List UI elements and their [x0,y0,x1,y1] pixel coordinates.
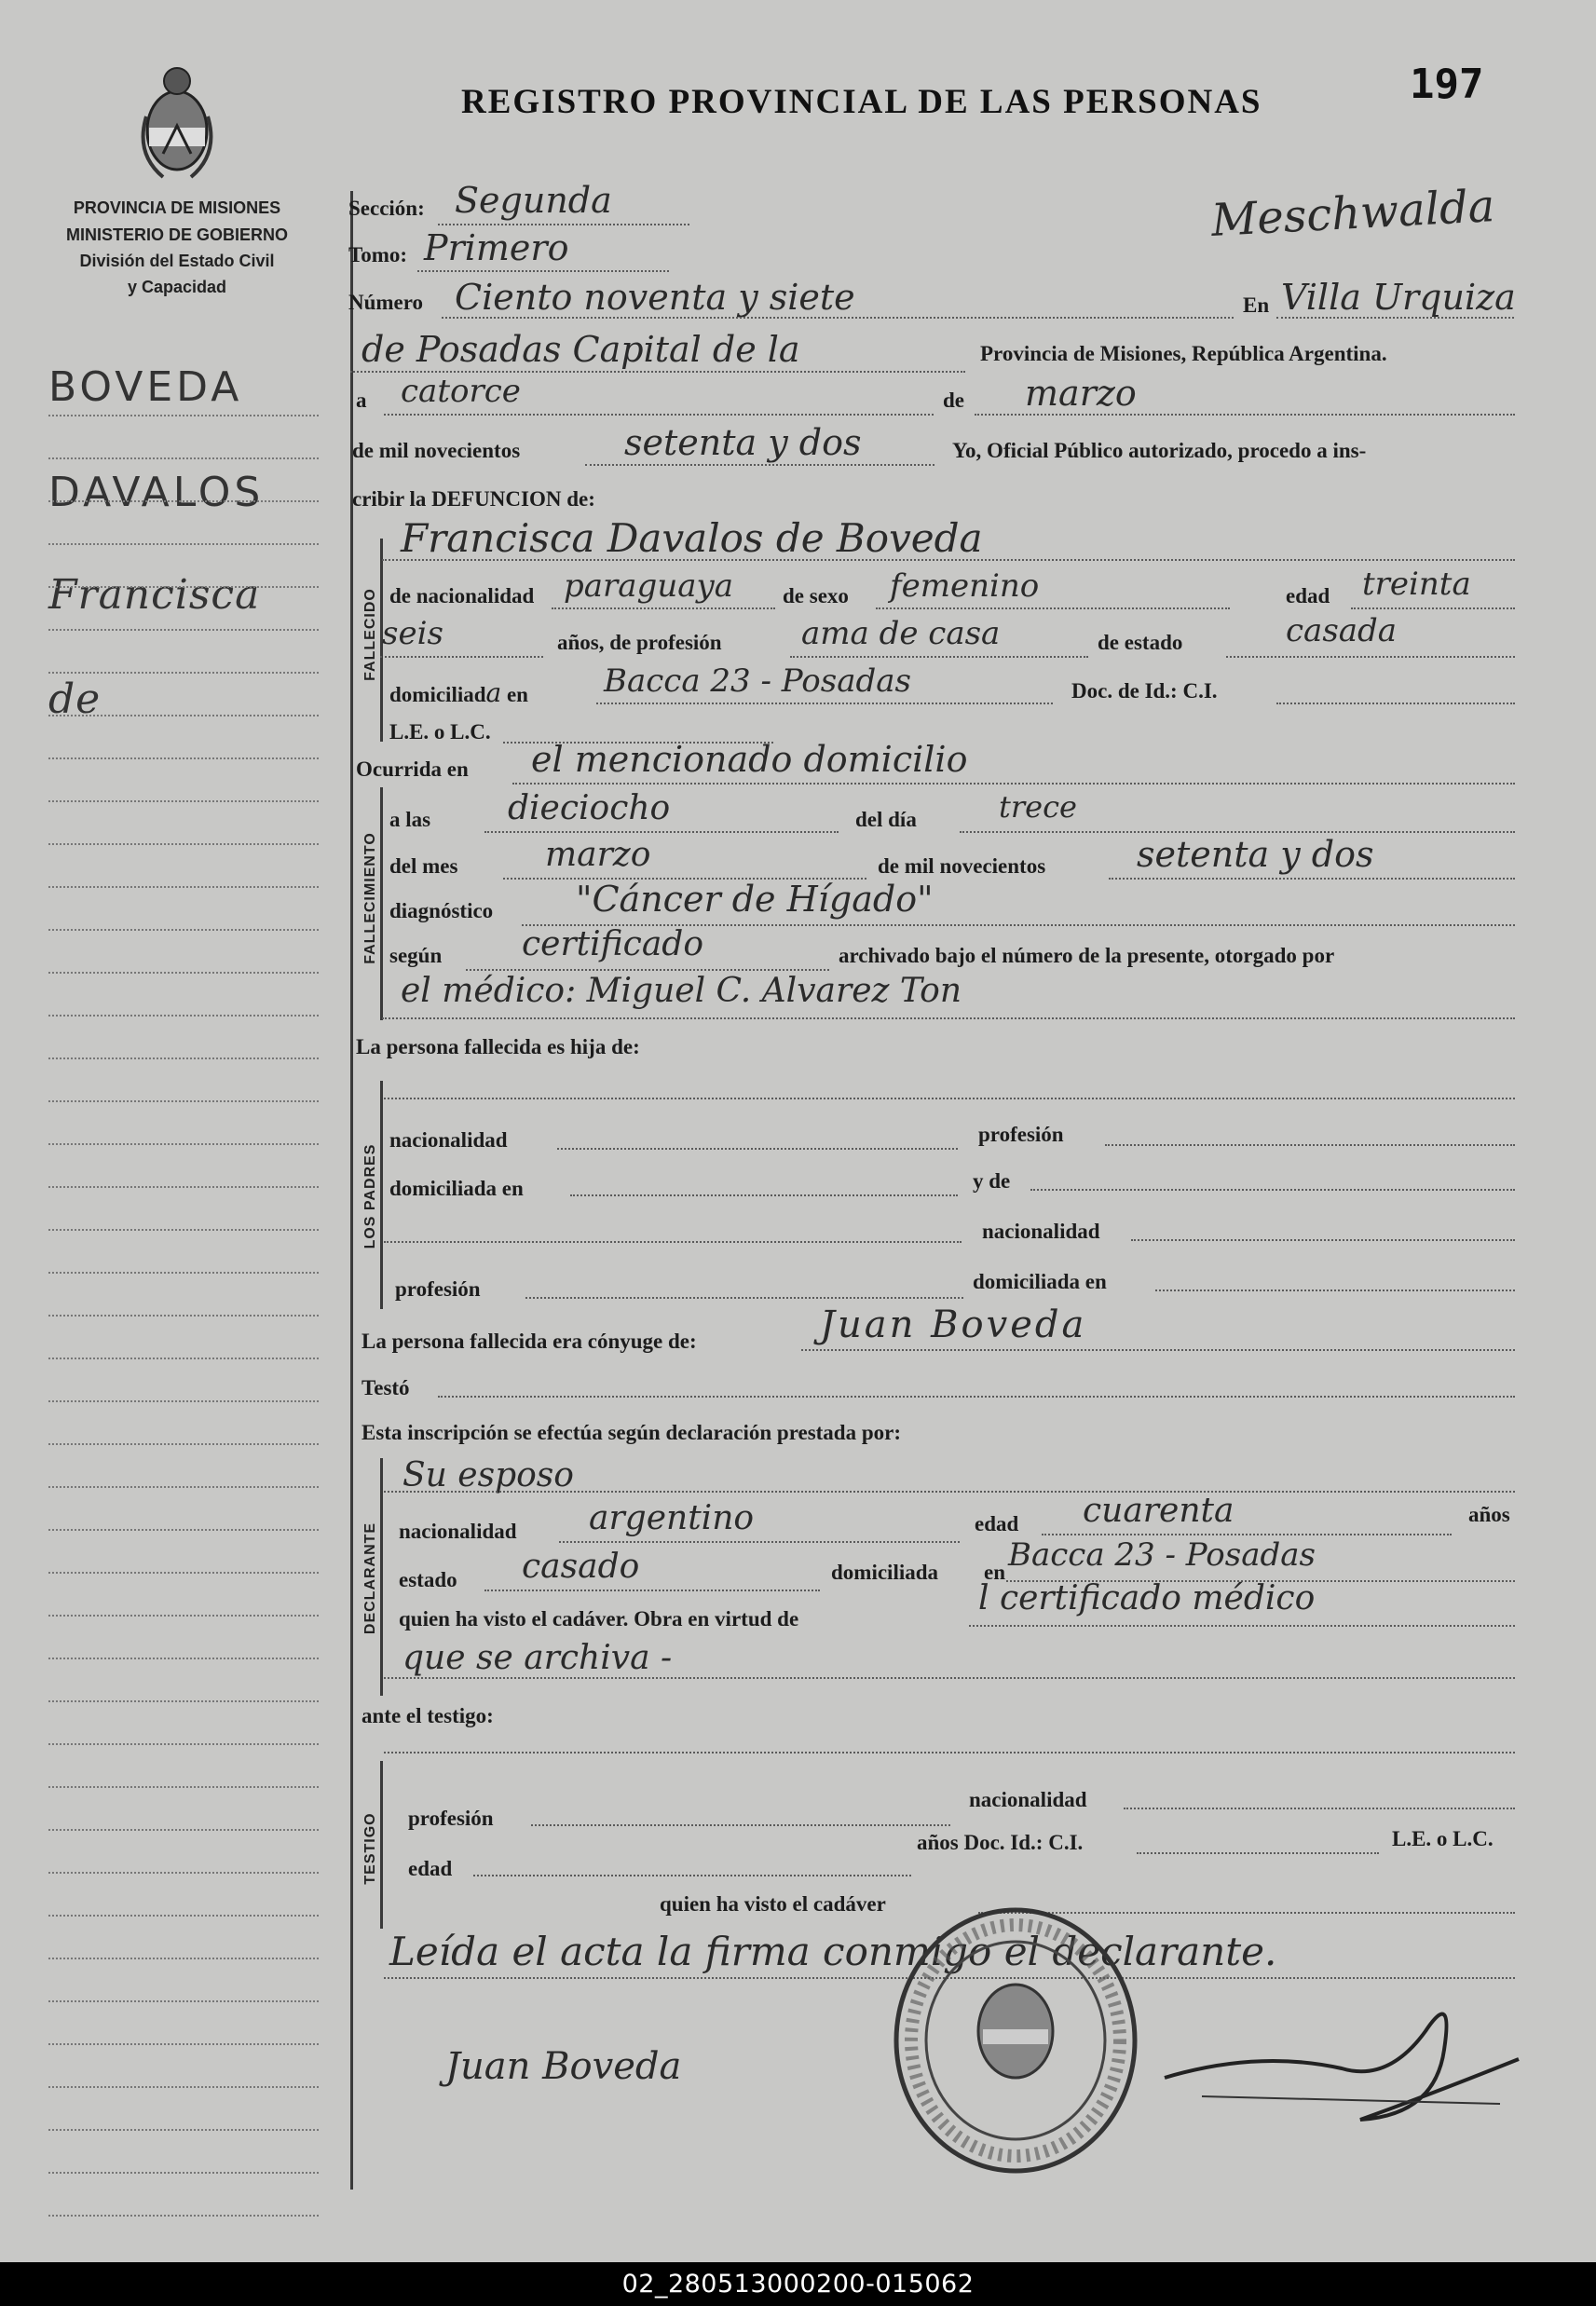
del-mes-label: del mes [389,854,458,878]
madre-domicilio-line [1155,1289,1515,1291]
segun-value: certificado [522,925,704,963]
fallecimiento-bracket [380,787,383,1020]
provincia-label: Provincia de Misiones, República Argentina. [980,342,1387,365]
decl-nacionalidad-label: nacionalidad [399,1520,517,1543]
page-title: REGISTRO PROVINCIAL DE LAS PERSONAS [461,83,1262,121]
testo-line [438,1396,1515,1398]
ano-value: setenta y dos [624,422,862,463]
profesion-value: ama de casa [801,615,1001,652]
obra-virtud-value: l certificado médico [978,1579,1316,1617]
declarante-bracket [380,1458,383,1696]
ministry-header: MINISTERIO DE GOBIERNO [65,225,289,244]
padres-bracket [380,1081,383,1309]
medico-value: el médico: Miguel C. Alvarez Ton [401,972,962,1010]
declarante-label: DECLARANTE [362,1521,378,1635]
division-header-2: y Capacidad [127,278,227,296]
del-dia-label: del día [855,808,917,831]
testigo-bracket [380,1761,383,1929]
testigo-label: TESTIGO [362,1812,378,1885]
folio-number: 197 [1410,61,1484,108]
quien-ha-visto-label: quien ha visto el cadáver. Obra en virtud de [399,1607,799,1631]
testigo-profesion-line [531,1824,950,1826]
nacionalidad-value: paraguaya [564,567,733,605]
testigo-doc-line [1137,1852,1379,1854]
hija-de-label: La persona fallecida es hija de: [356,1035,640,1058]
domiciliad-label: domiciliada en [389,677,528,708]
decl-nacionalidad-value: argentino [589,1499,755,1537]
testigo-doc-label: años Doc. Id.: C.I. [917,1831,1084,1854]
margin-rule-line [48,1958,319,1959]
dia-value: catorce [401,373,521,410]
decl-domicilio-value: Bacca 23 - Posadas [1008,1536,1316,1574]
ocurrida-label: Ocurrida en [356,757,469,781]
declarante-signature: Juan Boveda [445,2045,682,2088]
margin-rule-line [48,2129,319,2131]
conyuge-line [801,1349,1515,1351]
archiva-line [384,1677,1515,1679]
los-padres-label: LOS PADRES [362,1143,378,1249]
margin-surname-1: BOVEDA [48,363,243,411]
madre-profesion-line [525,1297,963,1299]
name-line [382,559,1515,561]
madre-line [1030,1189,1515,1191]
numero-line [442,317,1234,319]
margin-rule-line [48,1658,319,1659]
ano-fall-value: setenta y dos [1137,834,1374,875]
numero-label: Número [348,291,424,314]
doc-id-label: Doc. de Id.: C.I. [1071,679,1218,703]
margin-rule-line [48,1272,319,1274]
a-las-label: a las [389,808,431,831]
margin-surname-2: DAVALOS [48,469,265,516]
file-id-footer: 02_280513000200-015062 [0,2262,1596,2306]
estado-line [1226,656,1515,658]
en-value: Villa Urquiza [1281,277,1516,318]
margin-rule-line [48,1229,319,1231]
conyuge-value: Juan Boveda [820,1303,1087,1346]
estado-value: casada [1286,612,1398,649]
margin-rule-line [48,886,319,888]
estado-label: de estado [1098,631,1183,654]
padre-profesion-line [1105,1144,1515,1146]
margin-rule-line [48,1700,319,1702]
testo-label: Testó [361,1376,410,1399]
leida-value: Leída el acta la firma conmigo el declarante. [389,1929,1277,1974]
deceased-name: Francisca Davalos de Boveda [401,515,983,561]
margin-rule-line [48,1915,319,1917]
decl-anos-label: años [1468,1503,1510,1526]
dia-fall-value: trece [999,789,1077,825]
diagnostico-label: diagnóstico [389,899,494,922]
en-label: En [1243,293,1270,317]
coat-of-arms-icon [126,61,228,186]
padre-domiciliada-label: domiciliada en [389,1177,524,1200]
decl-estado-label: estado [399,1568,457,1591]
decl-estado-line [484,1590,820,1591]
testigo-edad-label: edad [408,1857,453,1880]
seccion-line [438,224,689,225]
y-de-label: y de [973,1169,1011,1193]
en-continuation: de Posadas Capital de la [361,329,800,370]
padres-blank-line [384,1241,962,1243]
dia-fall-line [960,831,1515,833]
anos-profesion-label: años, de profesión [557,631,722,654]
seccion-value: Segunda [455,180,612,221]
margin-given-name: Francisca [48,571,261,619]
testigo-edad-line [473,1875,911,1876]
testigo-profesion-label: profesión [408,1807,494,1830]
padre-domicilio-line [570,1194,958,1196]
nacionalidad-line [552,607,775,609]
margin-rule-line [48,929,319,931]
decl-nacionalidad-line [559,1541,960,1543]
margin-rule-line [48,1872,319,1874]
archivado-label: archivado bajo el número de la presente, otorgado por [839,944,1335,967]
margin-rule-line [48,1743,319,1745]
nacionalidad-label: de nacionalidad [389,584,535,607]
dia-line [384,414,934,416]
margin-rule-line [48,800,319,802]
margin-rule-line [48,1186,319,1188]
margin-rule-line [48,1315,319,1317]
padre-line [384,1098,1515,1099]
tomo-line [417,270,669,272]
margin-rule-line [48,629,319,631]
madre-nacionalidad-label: nacionalidad [982,1220,1100,1243]
padre-profesion-label: profesión [978,1123,1064,1146]
margin-rule-line [48,457,319,459]
madre-profesion-label: profesión [395,1277,481,1301]
margin-rule-line [48,1529,319,1531]
margin-rule-line [48,1400,319,1402]
margin-rule-line [48,586,319,588]
testigo-name-line [384,1752,1515,1753]
margin-rule-line [48,1100,319,1102]
margin-rule-line [48,543,319,545]
mes-fall-value: marzo [545,836,651,874]
margin-rule-line [48,1015,319,1017]
hora-value: dieciocho [508,789,671,827]
margin-rule-line [48,1057,319,1059]
margin-rule-line [48,2215,319,2217]
sexo-value: femenino [890,567,1040,605]
decl-estado-value: casado [522,1548,640,1586]
mes-value: marzo [1025,373,1137,414]
ano-fall-line [1109,878,1515,880]
margin-rule-line [48,2086,319,2088]
cribir-label: cribir la DEFUNCION de: [352,487,595,511]
declarante-value: Su esposo [402,1456,574,1494]
de-label: de [943,389,964,412]
medico-line [382,1017,1515,1019]
domicilio-value: Bacca 23 - Posadas [604,662,911,700]
margin-rule-line [48,1829,319,1831]
edad-line-2 [380,656,543,658]
margin-particle: de [48,675,102,723]
official-stamp [890,1901,1141,2180]
fallecido-label: FALLECIDO [362,588,378,681]
a-label: a [356,389,367,412]
archiva-value: que se archiva - [402,1639,673,1677]
segun-label: según [389,944,443,967]
division-header-1: División del Estado Civil [79,252,275,270]
padre-nacionalidad-label: nacionalidad [389,1128,508,1152]
domicilio-line [596,703,1053,704]
edad-value-1: treinta [1362,566,1471,603]
margin-rule-line [48,2172,319,2174]
ano-line [585,464,934,466]
de-mil-label: de mil novecientos [352,439,521,462]
margin-rule-line [48,972,319,974]
edad-value-2: seis [382,615,443,652]
margin-rule-line [48,1572,319,1574]
margin-rule-line [48,757,319,759]
decl-domiciliada-label: domiciliada [831,1561,939,1584]
yo-oficial-label: Yo, Oficial Público autorizado, procedo a ins- [952,439,1367,462]
province-header: PROVINCIA DE MISIONES [73,198,281,217]
margin-rule-line [48,1615,319,1617]
margin-rule-line [48,2000,319,2002]
margin-rule-line [48,715,319,716]
tomo-label: Tomo: [348,243,408,266]
margin-rule-line [48,1143,319,1145]
margin-rule-line [48,1358,319,1359]
conyuge-label: La persona fallecida era cónyuge de: [361,1330,697,1353]
registrar-signature: Meschwalda [1209,180,1496,247]
declarante-line [384,1491,1515,1493]
margin-rule-line [48,500,319,502]
ocurrida-line [512,783,1515,785]
tomo-value: Primero [424,227,569,268]
margin-rule-line [48,1443,319,1445]
diagnostico-value: "Cáncer de Hígado" [576,879,934,920]
mes-line [975,414,1515,416]
testigo-nacionalidad-label: nacionalidad [969,1788,1087,1811]
seccion-label: Sección: [348,197,425,220]
testigo-le-lc-label: L.E. o L.C. [1392,1827,1494,1850]
numero-value: Ciento noventa y siete [455,277,855,318]
margin-rule-line [48,843,319,845]
madre-domiciliada-label: domiciliada en [973,1270,1107,1293]
doc-id-line [1276,703,1515,704]
margin-rule-line [48,2043,319,2045]
en-line [1276,317,1514,319]
obra-virtud-line [969,1625,1515,1627]
inscripcion-label: Esta inscripción se efectúa según declaración prestada por: [361,1421,902,1444]
madre-nacionalidad-line [1131,1239,1515,1241]
officer-signature [1146,1994,1537,2134]
decl-en-label: en [984,1561,1005,1584]
de-mil-2-label: de mil novecientos [878,854,1046,878]
decl-edad-value: cuarenta [1083,1492,1235,1530]
margin-rule-line [48,415,319,416]
decl-edad-label: edad [975,1512,1019,1535]
margin-rule-line [48,1786,319,1788]
le-lc-label: L.E. o L.C. [389,720,491,744]
testigo-nacionalidad-line [1124,1808,1515,1809]
segun-line [466,969,829,971]
margin-rule-line [48,1486,319,1488]
quien-ha-visto-2-label: quien ha visto el cadáver [660,1892,886,1916]
sexo-line [876,607,1230,609]
hora-line [484,831,839,833]
decl-edad-line [1042,1534,1452,1535]
sexo-label: de sexo [783,584,849,607]
profesion-line [790,656,1088,658]
edad-label: edad [1286,584,1330,607]
fallecimiento-label: FALLECIMIENTO [362,832,378,964]
edad-line-1 [1351,607,1515,609]
ocurrida-value: el mencionado domicilio [531,739,968,780]
margin-rule-line [48,672,319,674]
padre-nacionalidad-line [557,1148,958,1150]
ante-testigo-label: ante el testigo: [361,1704,494,1727]
